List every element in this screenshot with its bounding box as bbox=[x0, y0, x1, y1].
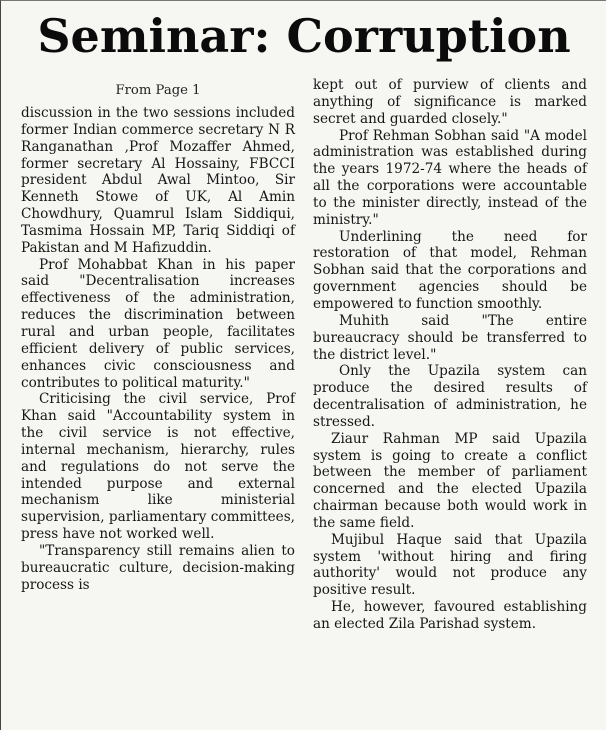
paragraph: Only the Upazila system can produce the desired results of decentralisation of administration, he stressed. bbox=[313, 363, 587, 430]
paragraph: Mujibul Haque said that Upazila system 'without hiring and firing authority' would not produce any positive result. bbox=[313, 531, 587, 599]
jump-line: From Page 1 bbox=[115, 83, 201, 98]
paragraph: "Transparency still remains alien to bureaucratic culture, decision-making process is bbox=[21, 542, 295, 593]
paragraph: Criticising the civil service, Prof Khan said "Accountability system in the civil service is not effective, internal mechanism, hierarchy, rules and regulations do not serve the intended purpose and external mechanism like ministerial supervision, parliamentary committees, press have not worked well. bbox=[21, 391, 296, 543]
left-column bbox=[21, 83, 295, 593]
right-column bbox=[313, 77, 587, 633]
paragraph: Ziaur Rahman MP said Upazila system is going to create a conflict between the member of parliament concerned and the elected Upazila chairman because both would work in the same field. bbox=[313, 430, 587, 531]
paragraph: He, however, favoured establishing an elected Zila Parishad system. bbox=[313, 599, 587, 632]
paragraph: Prof Rehman Sobhan said "A model administration was established during the years 1972-74 where the heads of all the corporations were accountable to the minister directly, instead of the ministry." bbox=[313, 127, 587, 228]
headline: Seminar: Corruption bbox=[37, 9, 571, 63]
paragraph: Underlining the need for restoration of that model, Rehman Sobhan said that the corporations and government agencies should be empowered to function smoothly. bbox=[313, 228, 587, 312]
paragraph: Muhith said "The entire bureaucracy should be transferred to the district level." bbox=[313, 312, 587, 363]
paragraph: kept out of purview of clients and anything of significance is marked secret and guarded closely." bbox=[313, 77, 587, 127]
paragraph: Prof Mohabbat Khan in his paper said "Decentralisation increases effectiveness of the administration, reduces the discrimination between rural and urban people, facilitates efficient delivery of public services, enhances civic consciousness and contributes to political maturity." bbox=[21, 256, 295, 391]
paragraph: discussion in the two sessions included former Indian commerce secretary N R Ranganathan ,Prof Mozaffer Ahmed, former secretary Al Hossainy, FBCCI president Abdul Awal Mintoo, Sir Kenneth Stowe of UK, Al Amin Chowdhury, Quamrul Islam Siddiqui, Tasmima Hossain MP, Tariq Siddiqi of Pakistan and M Hafizuddin. bbox=[21, 105, 295, 256]
